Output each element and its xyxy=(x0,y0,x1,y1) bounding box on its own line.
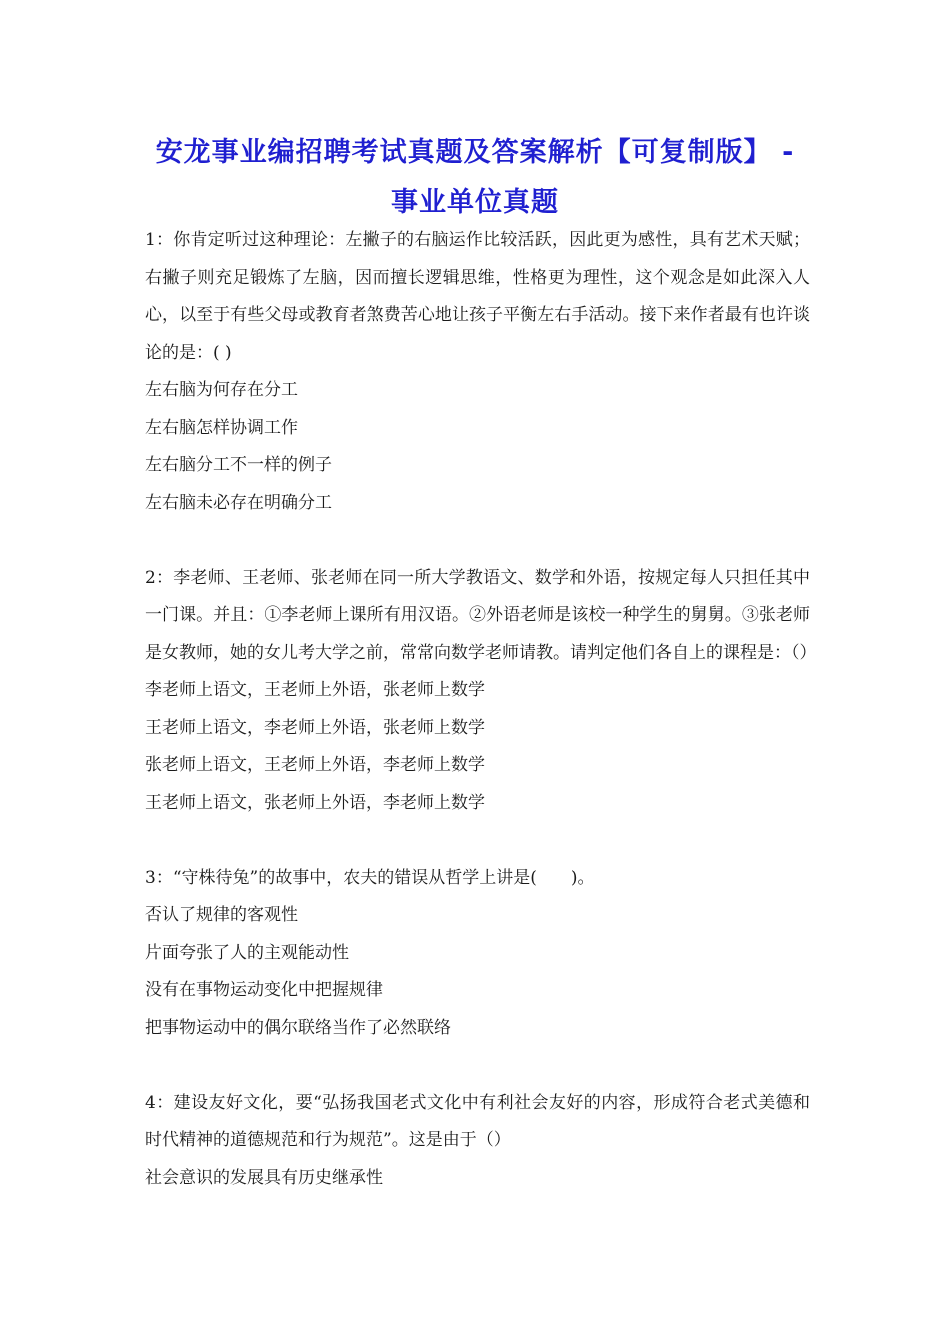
option-item: 社会意识的发展具有历史继承性 xyxy=(145,1167,383,1188)
question-block xyxy=(145,1085,810,1198)
question-gap xyxy=(145,522,810,560)
question-gap xyxy=(145,822,810,860)
question-block xyxy=(145,222,810,522)
option-item: 左右脑未必存在明确分工 xyxy=(145,492,332,513)
option-item: 没有在事物运动变化中把握规律 xyxy=(145,980,383,1000)
question-block xyxy=(145,860,810,1048)
option-item: 李老师上语文，王老师上外语，张老师上数学 xyxy=(145,680,485,700)
question-text: 4：建设友好文化，要“弘扬我国老式文化中有利社会友好的内容，形成符合老式美德和时代精神的道德规范和行为规范”。这是由于（） xyxy=(145,1092,810,1150)
option-item: 左右脑怎样协调工作 xyxy=(145,417,298,438)
option-item: 王老师上语文，张老师上外语，李老师上数学 xyxy=(145,792,485,813)
title-line-1: 安龙事业编招聘考试真题及答案解析【可复制版】 - xyxy=(155,137,795,168)
question-text: 1：你肯定听过这种理论：左撇子的右脑运作比较活跃，因此更为感性，具有艺术天赋；右撇子则充足锻炼了左脑，因而擅长逻辑思维，性格更为理性，这个观念是如此深入人心，以至于有些父母或教育者煞费苦心地让孩子平衡左右手活动。接下来作者最有也许谈论的是：( ) xyxy=(145,230,810,363)
option-item: 王老师上语文，李老师上外语，张老师上数学 xyxy=(145,717,485,738)
option-item: 张老师上语文，王老师上外语，李老师上数学 xyxy=(145,755,485,775)
option-item: 否认了规律的客观性 xyxy=(145,905,298,925)
question-block xyxy=(145,560,817,823)
option-item: 左右脑为何存在分工 xyxy=(145,380,298,400)
document-title xyxy=(120,128,830,228)
question-text: 2：李老师、王老师、张老师在同一所大学教语文、数学和外语，按规定每人只担任其中一门课。并且：①李老师上课所有用汉语。②外语老师是该校一种学生的舅舅。③张老师是女教师，她的女儿考大学之前，常常向数学老师请教。请判定他们各自上的课程是：（） xyxy=(145,567,817,663)
title-line-2: 事业单位真题 xyxy=(391,187,559,218)
option-item: 左右脑分工不一样的例子 xyxy=(145,455,332,475)
question-text: 3：“守株待兔”的故事中，农夫的错误从哲学上讲是( )。 xyxy=(145,867,595,888)
question-list xyxy=(145,222,817,1197)
option-item: 片面夸张了人的主观能动性 xyxy=(145,942,349,963)
question-gap xyxy=(145,1047,810,1085)
option-item: 把事物运动中的偶尔联络当作了必然联络 xyxy=(145,1017,451,1038)
